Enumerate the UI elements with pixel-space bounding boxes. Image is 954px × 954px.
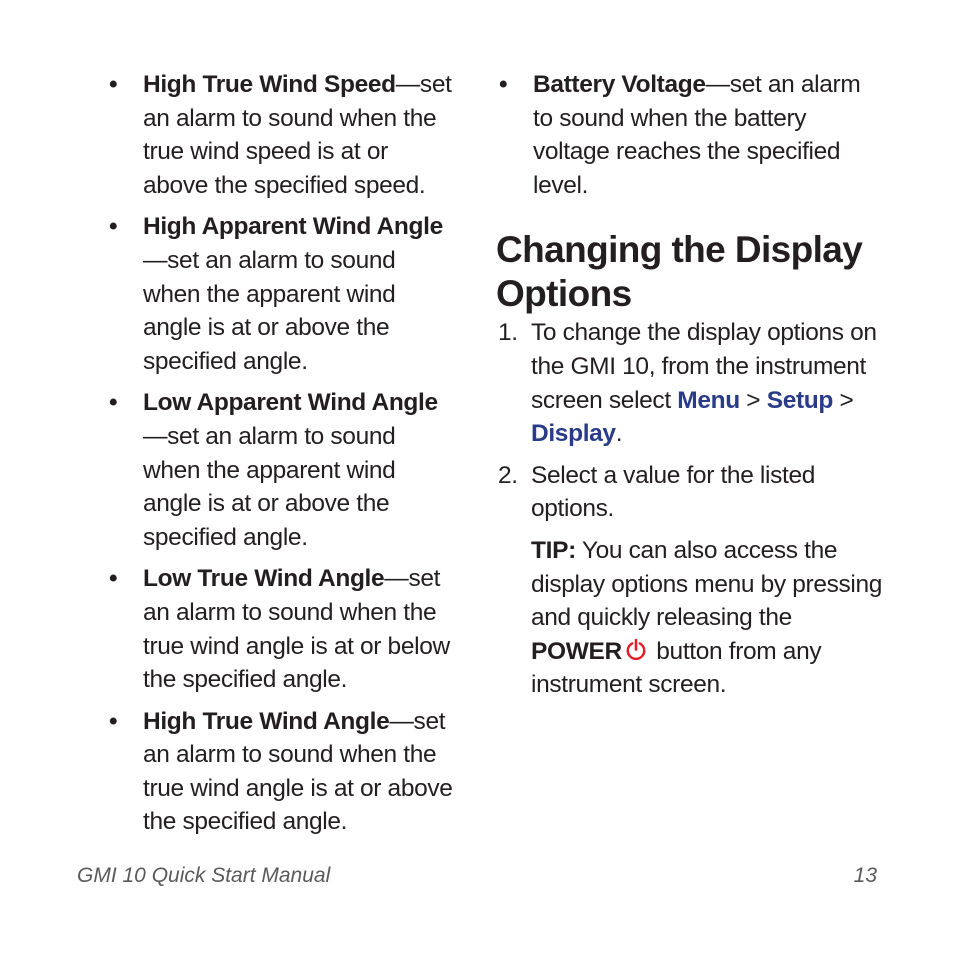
section-heading: Changing the Display Options [496,229,863,315]
right-column [496,68,886,702]
bullet: • [499,71,508,98]
description: —set an alarm to sound when the apparent wind angle is at or above the specified angle. [143,246,396,375]
alarm-settings-list-continued [496,68,886,202]
bullet: • [109,71,118,98]
list-item-low-true-wind-angle [106,562,458,696]
alarm-settings-list [106,68,458,839]
footer-title: GMI 10 Quick Start Manual [77,864,331,887]
tip-text-end: button from any instrument screen. [531,637,822,699]
step-text: To change the display options on the GMI 10, from the instrument screen select [531,319,877,414]
term: Battery Voltage [533,71,706,98]
bullet: • [109,707,118,735]
step-text: Select a value for the listed options. [531,461,816,523]
list-item-high-apparent-wind-angle [106,210,458,378]
list-item-high-true-wind-angle [106,705,458,839]
description: —set an alarm to sound when the battery voltage reaches the specified level. [533,71,861,199]
list-item-high-true-wind-speed [106,68,458,202]
page-number: 13 [853,864,877,887]
list-item-battery-voltage [496,68,886,202]
description: —set an alarm to sound when the apparent wind angle is at or above the specified angle. [143,422,396,551]
menu-term-display: Display [531,420,616,448]
step-number: 2. [498,461,518,489]
steps-list [496,316,886,526]
menu-term-menu: Menu [677,386,740,414]
term: High Apparent Wind Angle [143,213,443,241]
step-1 [496,316,886,450]
description: —set an alarm to sound when the true wind angle is at or below the specified angle. [143,565,450,694]
menu-term-setup: Setup [766,386,834,414]
term: High True Wind Speed [143,71,396,98]
description: —set an alarm to sound when the true wind angle is at or above the specified angle. [143,707,453,836]
power-key-label: POWER [531,637,622,665]
bullet: • [109,389,118,417]
description: —set an alarm to sound when the true wind speed is at or above the specified speed. [143,71,452,199]
separator: > [833,386,854,414]
term: High True Wind Angle [143,707,390,735]
step-number: 1. [498,319,518,347]
left-column [106,68,458,847]
term: Low True Wind Angle [143,565,385,593]
tip-text: You can also access the display options menu by pressing and quickly releasing the [531,536,883,632]
bullet: • [109,565,118,593]
tip-paragraph [531,534,886,702]
term: Low Apparent Wind Angle [143,389,438,417]
list-item-low-apparent-wind-angle [106,386,458,554]
power-icon [625,638,647,662]
bullet: • [109,213,118,241]
separator: > [739,386,767,414]
tip-label: TIP: [531,536,576,564]
step-text-end: . [615,420,623,448]
step-2 [496,459,886,526]
